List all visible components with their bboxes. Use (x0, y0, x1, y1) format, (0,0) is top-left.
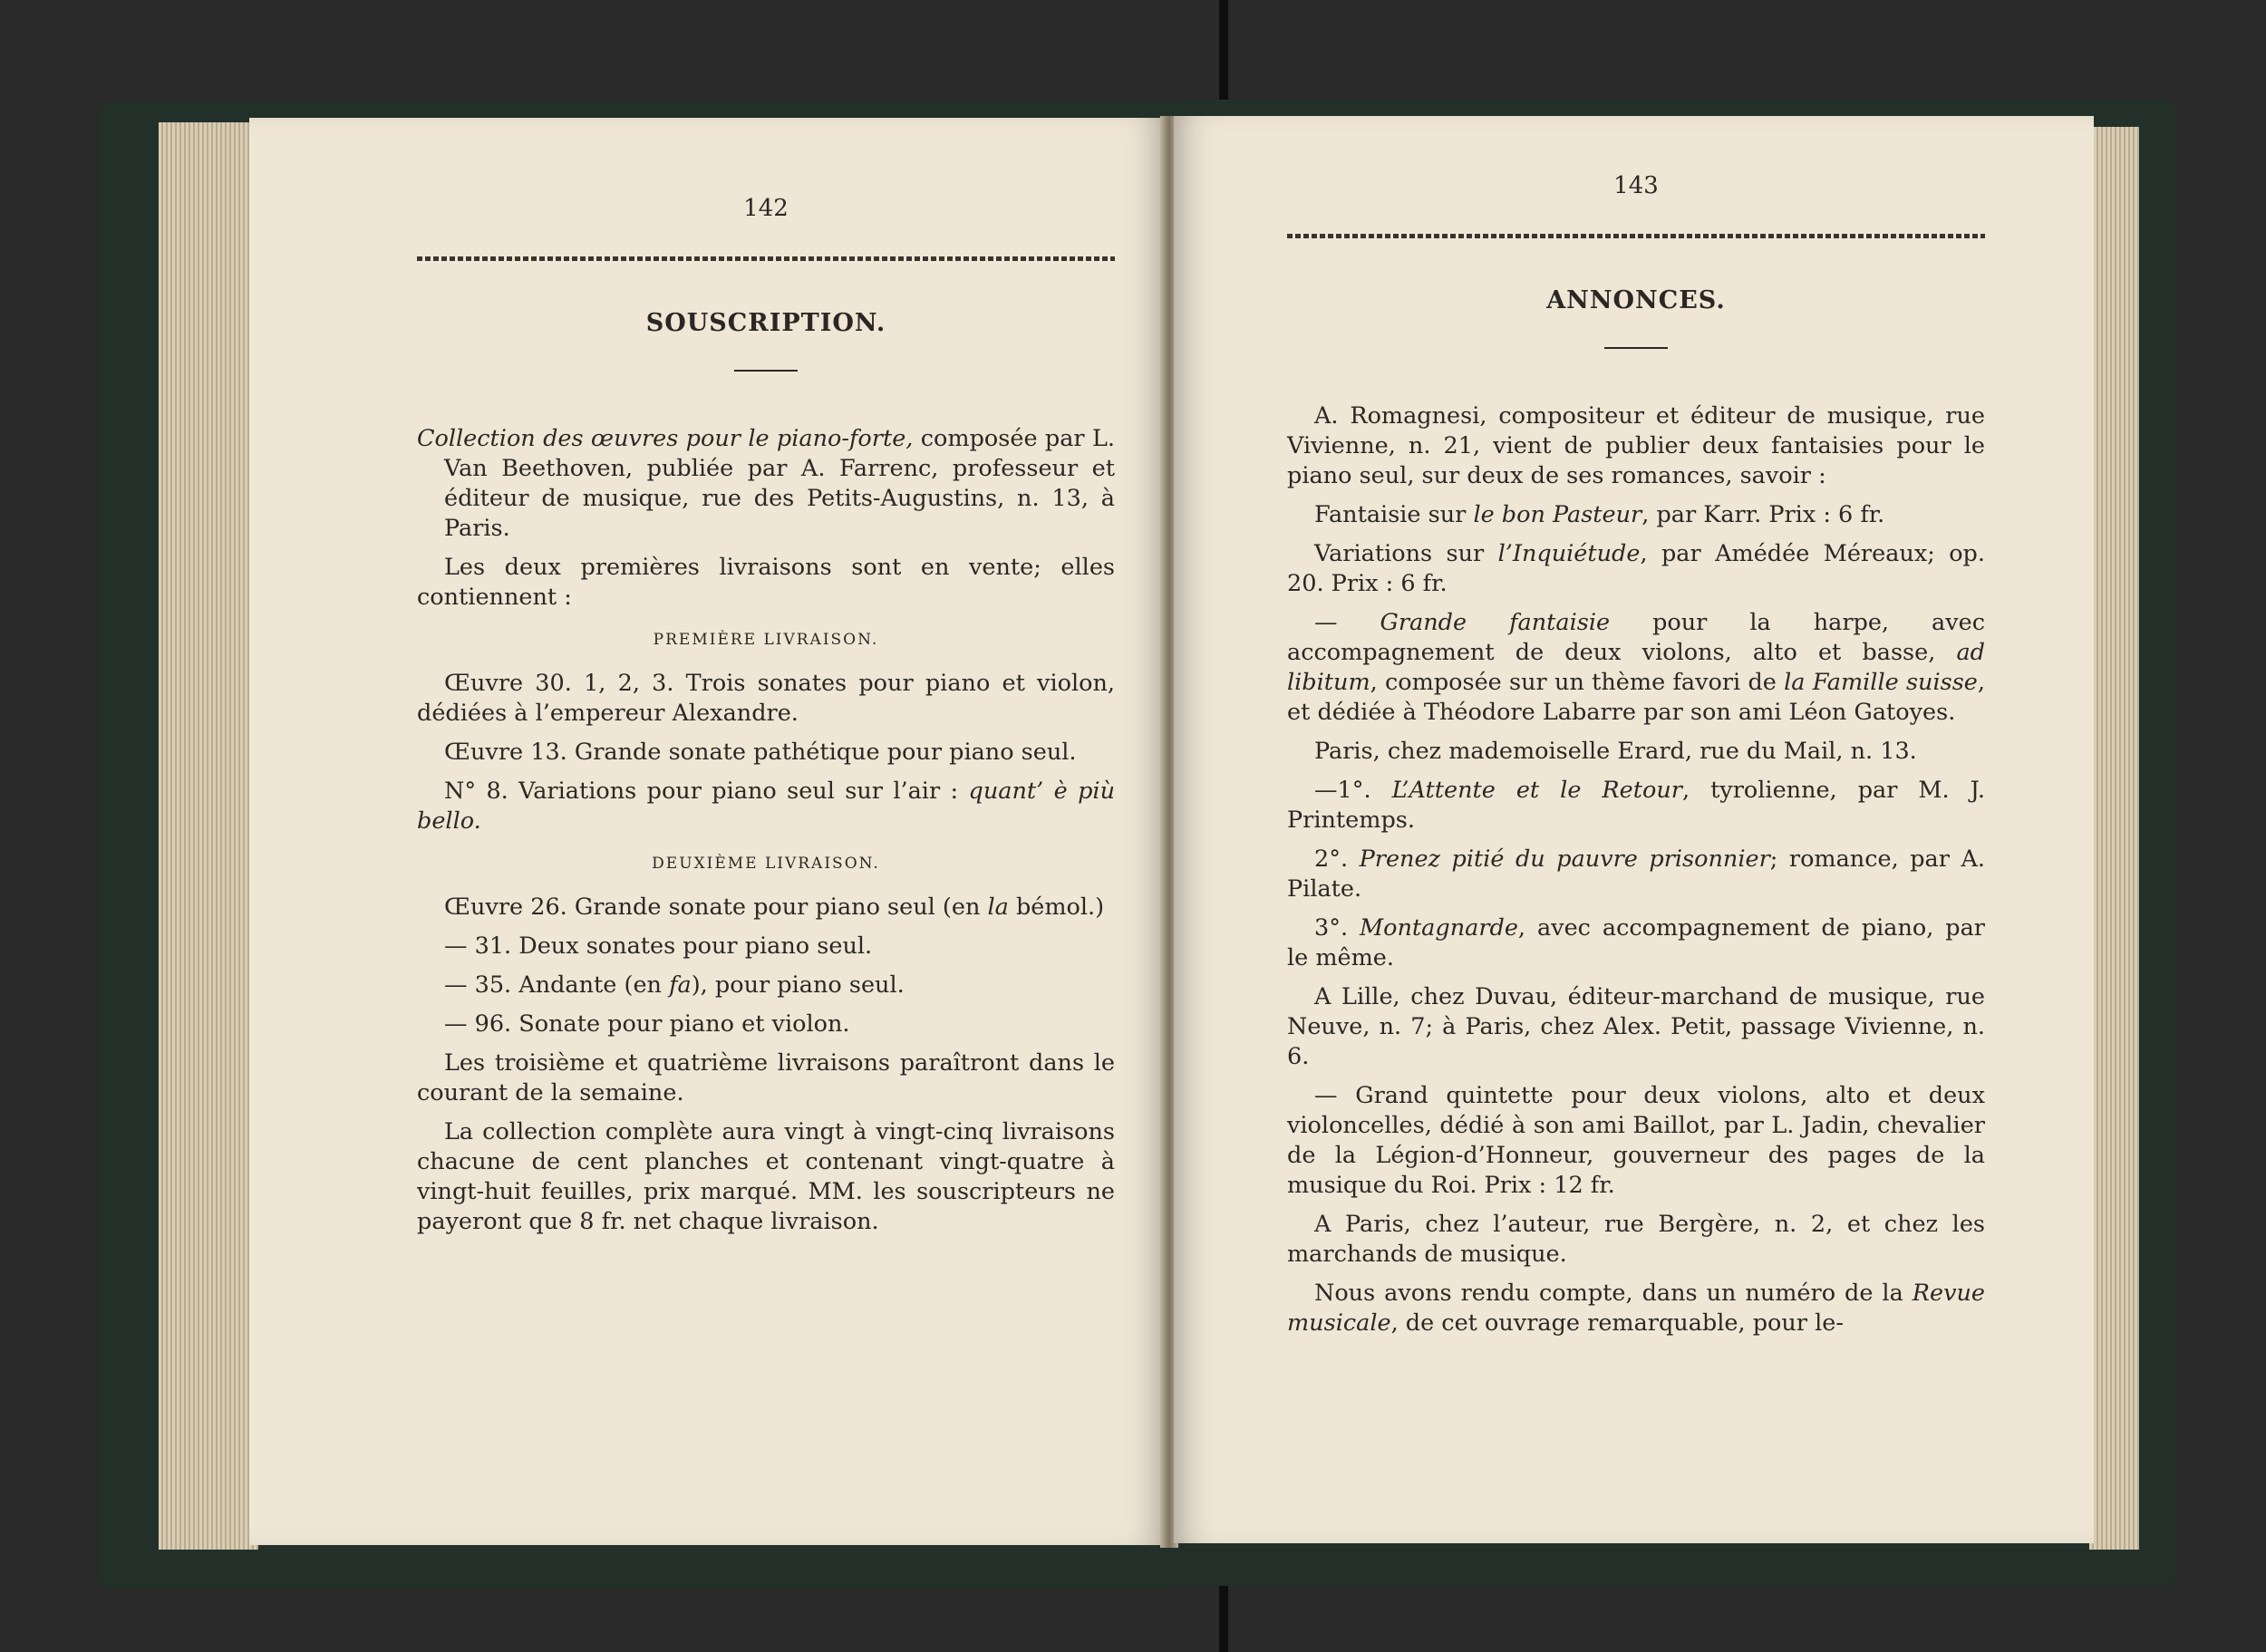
paragraph: Les troisième et quatrième livraisons paraîtront dans le courant de la semaine. (417, 1049, 1115, 1106)
ornamental-rule (417, 255, 1115, 264)
paragraph: Les deux premières livraisons sont en vente; elles contiennent : (417, 554, 1115, 611)
paragraph: A. Romagnesi, compositeur et éditeur de musique, rue Vivienne, n. 21, vient de publier deux fantaisies pour le piano seul, sur deux de ses romances, savoir : (1287, 402, 1985, 489)
left-page-content (417, 195, 1115, 1246)
left-page (249, 118, 1165, 1545)
paragraph: Nous avons rendu compte, dans un numéro de la Revue musicale, de cet ouvrage remarquable, pour le- (1287, 1280, 1985, 1337)
paragraph: 3°. Montagnarde, avec accompagnement de piano, par le même. (1287, 914, 1986, 971)
paragraph: Fantaisie sur le bon Pasteur, par Karr. Prix : 6 fr. (1314, 501, 1885, 528)
page-number: 142 (743, 195, 789, 222)
list-item: Œuvre 13. Grande sonate pathétique pour piano seul. (444, 739, 1077, 766)
page-number: 143 (1613, 172, 1659, 199)
title-rule (1604, 347, 1668, 349)
list-item: — 31. Deux sonates pour piano seul. (444, 932, 873, 960)
ornamental-rule (1287, 232, 1985, 241)
page-edges-left (159, 122, 258, 1550)
paragraph: — Grand quintette pour deux violons, alto et deux violoncelles, dédié à son ami Baillot, par L. Jadin, chevalier de la Légion-d’Honneur, gouverneur des pages de la musique du Roi. Prix : 12 fr. (1287, 1082, 1985, 1199)
section-title: SOUSCRIPTION. (645, 309, 886, 337)
paragraph: Variations sur l’Inquiétude, par Amédée Méreaux; op. 20. Prix : 6 fr. (1287, 540, 1985, 597)
list-item: Œuvre 30. 1, 2, 3. Trois sonates pour piano et violon, dédiées à l’empereur Alexandre. (417, 670, 1115, 727)
paragraph: — Grande fantaisie pour la harpe, avec accompagnement de deux violons, alto et basse, ad libitum, composée sur un thème favori de la Famille suisse, et dédiée à Théodore Labarre par son ami Léon Gatoyes. (1287, 609, 1986, 726)
section-title: ANNONCES. (1546, 286, 1726, 314)
right-page-content (1287, 172, 1985, 1348)
page-edges-right (2089, 127, 2139, 1550)
title-rule (734, 370, 798, 372)
paragraph: La collection complète aura vingt à vingt-cinq livraisons chacune de cent planches et contenant vingt-quatre à vingt-huit feuilles, prix marqué. MM. les souscripteurs ne payeront que 8 fr. net chaque livraison. (417, 1118, 1115, 1235)
paragraph: 2°. Prenez pitié du pauvre prisonnier; romance, par A. Pilate. (1287, 845, 1985, 903)
subheading: PREMIÈRE LIVRAISON. (653, 631, 879, 649)
intro-paragraph: Collection des œuvres pour le piano-forte, composée par L. Van Beethoven, publiée par A. Farrenc, professeur et éditeur de musique, rue des Petits-Augustins, n. 13, à Paris. (417, 425, 1115, 542)
paragraph: Paris, chez mademoiselle Erard, rue du Mail, n. 13. (1314, 738, 1917, 765)
list-item: — 96. Sonate pour piano et violon. (444, 1010, 850, 1038)
subheading: DEUXIÈME LIVRAISON. (652, 855, 880, 873)
paragraph: A Lille, chez Duvau, éditeur-marchand de musique, rue Neuve, n. 7; à Paris, chez Alex. Petit, passage Vivienne, n. 6. (1287, 983, 1985, 1070)
paragraph: —1°. L’Attente et le Retour, tyrolienne, par M. J. Printemps. (1287, 777, 1986, 834)
list-item: — 35. Andante (en fa), pour piano seul. (444, 971, 905, 999)
list-item: N° 8. Variations pour piano seul sur l’air : quant’ è più bello. (417, 778, 1115, 835)
paragraph: A Paris, chez l’auteur, rue Bergère, n. 2, et chez les marchands de musique. (1287, 1211, 1985, 1268)
right-page (1174, 116, 2094, 1543)
list-item: Œuvre 26. Grande sonate pour piano seul (en la bémol.) (444, 894, 1105, 921)
